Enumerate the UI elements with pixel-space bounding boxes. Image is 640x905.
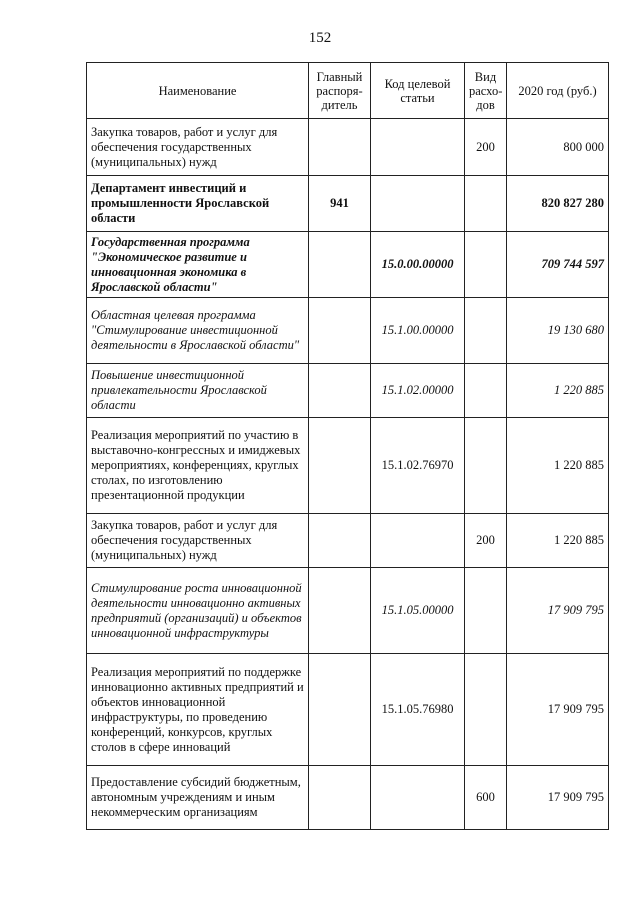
row-type-cell — [465, 298, 507, 364]
row-sum-cell: 1 220 885 — [507, 364, 609, 418]
row-sum-cell: 17 909 795 — [507, 654, 609, 766]
row-name-cell: Областная целевая программа "Стимулирование инвестиционной деятельности в Ярославской области" — [87, 298, 309, 364]
row-type-cell — [465, 418, 507, 514]
row-sum-cell: 1 220 885 — [507, 418, 609, 514]
row-type-cell: 200 — [465, 514, 507, 568]
row-type-cell — [465, 568, 507, 654]
row-sum-cell: 17 909 795 — [507, 766, 609, 830]
row-code-cell — [371, 766, 465, 830]
table-row — [87, 232, 609, 298]
table-row — [87, 654, 609, 766]
row-name-cell: Стимулирование роста инновационной деятельности инновационно активных предприятий (организаций) и объектов инновационной инфраструктуры — [87, 568, 309, 654]
row-manager-cell — [309, 568, 371, 654]
row-name-cell: Предоставление субсидий бюджетным, автономным учреждениям и иным некоммерческим организациям — [87, 766, 309, 830]
table-row — [87, 364, 609, 418]
row-name-cell: Государственная программа "Экономическое развитие и инновационная экономика в Ярославской области" — [87, 232, 309, 298]
header-name: Наименование — [87, 63, 309, 119]
row-code-cell — [371, 119, 465, 176]
row-name-cell: Повышение инвестиционной привлекательности Ярославской области — [87, 364, 309, 418]
row-manager-cell — [309, 514, 371, 568]
row-sum-cell: 17 909 795 — [507, 568, 609, 654]
row-code-cell: 15.1.05.00000 — [371, 568, 465, 654]
row-type-cell: 600 — [465, 766, 507, 830]
row-type-cell — [465, 654, 507, 766]
row-sum-cell: 820 827 280 — [507, 176, 609, 232]
table-row — [87, 766, 609, 830]
row-name-cell: Закупка товаров, работ и услуг для обеспечения государственных (муниципальных) нужд — [87, 119, 309, 176]
row-sum-cell: 1 220 885 — [507, 514, 609, 568]
table-header-row — [87, 63, 609, 119]
row-manager-cell — [309, 364, 371, 418]
row-name-cell: Реализация мероприятий по участию в выставочно-конгрессных и имиджевых мероприятиях, конференциях, круглых столах, по изготовлению презентационной продукции — [87, 418, 309, 514]
table-row — [87, 176, 609, 232]
row-code-cell: 15.1.02.76970 — [371, 418, 465, 514]
table-row — [87, 298, 609, 364]
row-manager-cell: 941 — [309, 176, 371, 232]
row-sum-cell: 19 130 680 — [507, 298, 609, 364]
row-manager-cell — [309, 766, 371, 830]
row-sum-cell: 709 744 597 — [507, 232, 609, 298]
row-code-cell: 15.1.02.00000 — [371, 364, 465, 418]
table-row — [87, 119, 609, 176]
table-row — [87, 418, 609, 514]
table-row — [87, 568, 609, 654]
header-manager: Главный распоря-дитель — [309, 63, 371, 119]
budget-table — [86, 62, 609, 830]
row-sum-cell: 800 000 — [507, 119, 609, 176]
table-row — [87, 514, 609, 568]
row-type-cell: 200 — [465, 119, 507, 176]
row-code-cell: 15.1.00.00000 — [371, 298, 465, 364]
row-name-cell: Департамент инвестиций и промышленности Ярославской области — [87, 176, 309, 232]
row-code-cell: 15.0.00.00000 — [371, 232, 465, 298]
header-code: Код целевой статьи — [371, 63, 465, 119]
table-body — [87, 119, 609, 830]
row-type-cell — [465, 232, 507, 298]
row-manager-cell — [309, 232, 371, 298]
row-name-cell: Реализация мероприятий по поддержке инновационно активных предприятий и объектов инновационной инфраструктуры, по проведению конференций, конкурсов, круглых столов в сфере инноваций — [87, 654, 309, 766]
row-manager-cell — [309, 654, 371, 766]
row-manager-cell — [309, 418, 371, 514]
row-code-cell — [371, 176, 465, 232]
row-manager-cell — [309, 119, 371, 176]
row-name-cell: Закупка товаров, работ и услуг для обеспечения государственных (муниципальных) нужд — [87, 514, 309, 568]
row-code-cell: 15.1.05.76980 — [371, 654, 465, 766]
row-type-cell — [465, 176, 507, 232]
row-type-cell — [465, 364, 507, 418]
header-sum: 2020 год (руб.) — [507, 63, 609, 119]
row-manager-cell — [309, 298, 371, 364]
page-number: 152 — [308, 30, 332, 46]
row-code-cell — [371, 514, 465, 568]
header-type: Вид расхо-дов — [465, 63, 507, 119]
